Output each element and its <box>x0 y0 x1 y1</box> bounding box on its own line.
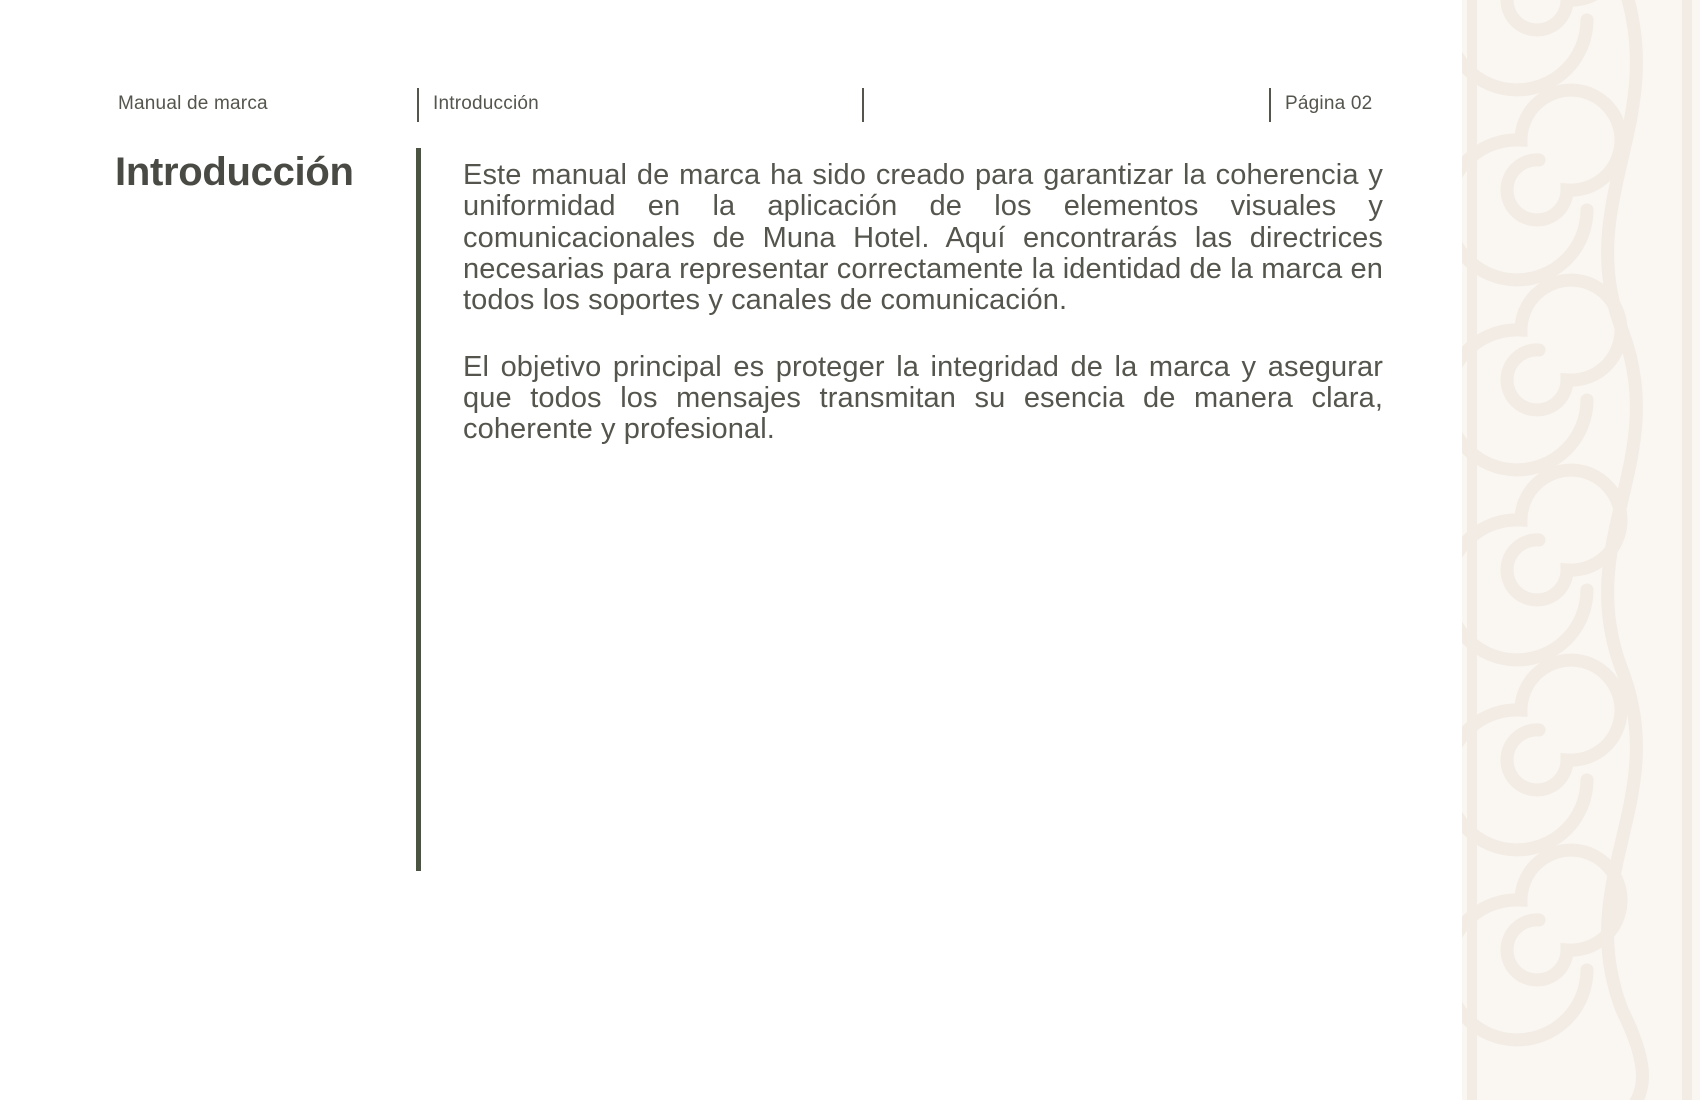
header-brand-label: Manual de marca <box>118 93 268 114</box>
header-page-number: Página 02 <box>1285 93 1373 114</box>
section-body <box>463 160 1383 446</box>
vertical-accent-rule <box>416 148 421 871</box>
body-paragraph: Este manual de marca ha sido creado para garantizar la coherencia y uniformidad en la aplicación de los elementos visuales y comunicacionales de Muna Hotel. Aquí encontrarás las directrices necesarias para representar correctamente la identidad de la marca en todos los soportes y canales de comunicación. <box>463 159 1383 317</box>
header-divider-1 <box>417 88 419 122</box>
section-title: Introducción <box>115 150 354 194</box>
header-divider-3 <box>1269 88 1271 122</box>
swirl-pattern-icon <box>1462 0 1700 1100</box>
header-divider-2 <box>862 88 864 122</box>
header-section-label: Introducción <box>433 93 539 114</box>
decorative-pattern-panel <box>1462 0 1700 1100</box>
page-header <box>118 80 1418 128</box>
body-paragraph: El objetivo principal es proteger la integridad de la marca y asegurar que todos los mensajes transmitan su esencia de manera clara, coherente y profesional. <box>463 350 1383 446</box>
